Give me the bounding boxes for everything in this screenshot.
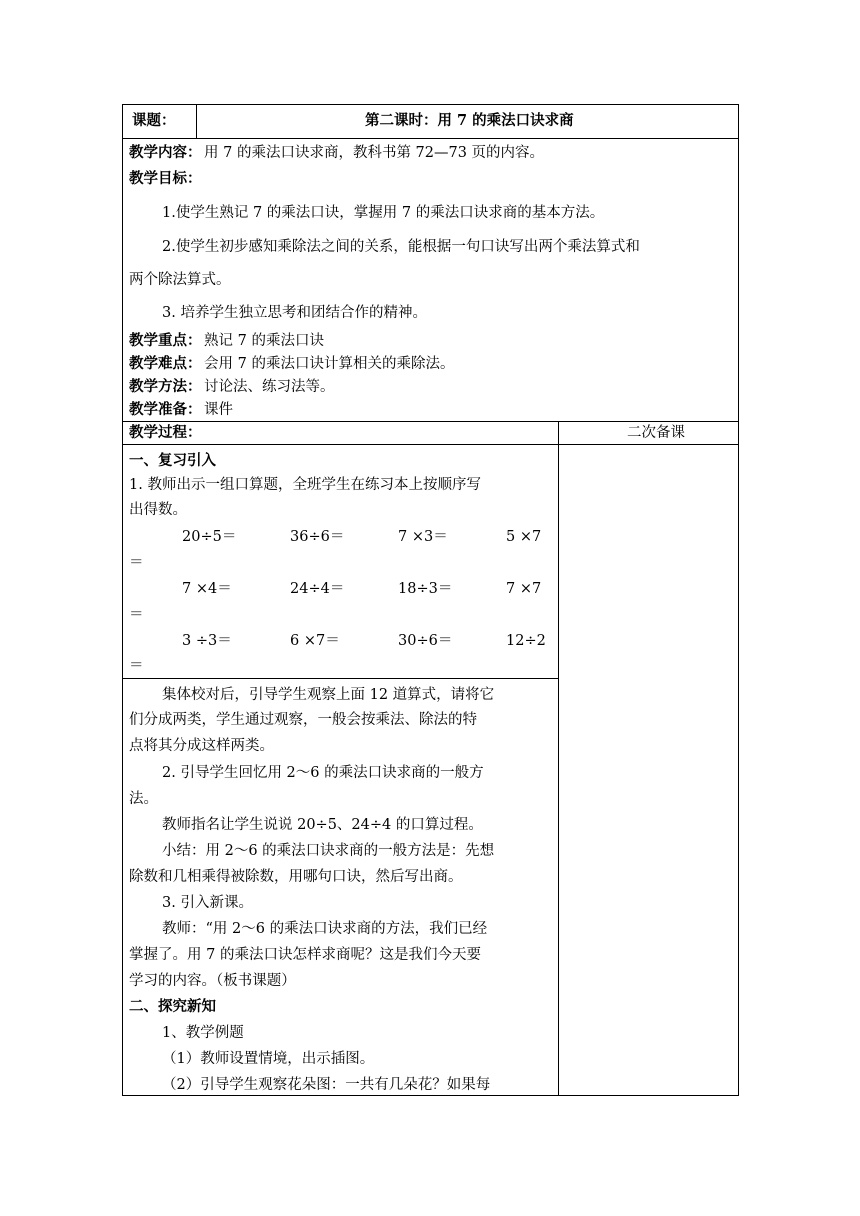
equation: 5 ×7 — [506, 529, 542, 545]
table-right-border — [738, 104, 739, 1096]
lesson-title: 第二课时：用 7 的乘法口诀求商 — [365, 112, 574, 129]
goal-1: 1.使学生熟记 7 的乘法口诀，掌握用 7 的乘法口诀求商的基本方法。 — [162, 205, 605, 221]
review-heading: 一、复习引入 — [129, 452, 216, 469]
key-point-text: 熟记 7 的乘法口诀 — [204, 333, 324, 349]
preparation-label: 教学准备： — [129, 401, 202, 418]
goals-label: 教学目标： — [129, 170, 202, 187]
method-text: 讨论法、练习法等。 — [204, 379, 335, 395]
explore-item-2: （1）教师设置情境，出示插图。 — [162, 1051, 375, 1067]
second-prep-label: 二次备课 — [627, 425, 685, 441]
table-top-border — [122, 104, 739, 105]
equation: 7 ×3＝ — [398, 529, 448, 545]
paragraph-6-line-3: 学习的内容。（板书课题） — [129, 973, 296, 989]
equation-tail: ＝ — [129, 607, 144, 623]
paragraph-4-line-2: 除数和几相乘得被除数，用哪句口诀，然后写出商。 — [129, 869, 463, 885]
goal-3: 3. 培养学生独立思考和团结合作的精神。 — [162, 305, 427, 321]
method-label: 教学方法： — [129, 378, 202, 395]
header-row-divider — [122, 138, 739, 139]
paragraph-4-line-1: 小结：用 2～6 的乘法口诀求商的一般方法是：先想 — [162, 843, 495, 859]
equation: 24÷4＝ — [290, 581, 345, 597]
explore-heading: 二、探究新知 — [129, 998, 216, 1015]
header-column-divider — [196, 104, 197, 139]
review-step-1-line-1: 1. 教师出示一组口算题，全班学生在练习本上按顺序写 — [129, 477, 481, 493]
equation: 20÷5＝ — [182, 529, 237, 545]
process-row-divider — [122, 444, 739, 445]
paragraph-5: 3. 引入新课。 — [162, 895, 253, 911]
difficulty-label: 教学难点： — [129, 355, 202, 372]
equation: 12÷2 — [506, 633, 546, 649]
content-label: 教学内容： — [129, 144, 202, 161]
review-row-divider — [122, 678, 559, 679]
equation: 6 ×7＝ — [290, 633, 340, 649]
paragraph-6-line-2: 掌握了。用 7 的乘法口诀怎样求商呢？这是我们今天要 — [129, 947, 481, 963]
paragraph-3: 教师指名让学生说说 20÷5、24÷4 的口算过程。 — [162, 817, 483, 833]
goal-2-line-2: 两个除法算式。 — [129, 272, 231, 288]
process-label: 教学过程： — [129, 424, 202, 441]
goal-2-line-1: 2.使学生初步感知乘除法之间的关系，能根据一句口诀写出两个乘法算式和 — [162, 239, 640, 255]
difficulty-text: 会用 7 的乘法口诀计算相关的乘除法。 — [204, 356, 455, 372]
equation-tail: ＝ — [129, 555, 144, 571]
paragraph-6-line-1: 教师：“用 2～6 的乘法口诀求商的方法，我们已经 — [162, 921, 488, 937]
lesson-topic-label: 课题： — [132, 112, 176, 129]
side-column-divider — [558, 421, 559, 1096]
paragraph-2-line-2: 法。 — [129, 791, 158, 807]
paragraph-1-line-1: 集体校对后，引导学生观察上面 12 道算式，请将它 — [162, 687, 495, 703]
table-left-border — [122, 104, 123, 1096]
equation: 3 ÷3＝ — [182, 633, 232, 649]
review-step-1-line-2: 出得数。 — [129, 502, 187, 518]
equation: 36÷6＝ — [290, 529, 345, 545]
paragraph-2-line-1: 2. 引导学生回忆用 2～6 的乘法口诀求商的一般方 — [162, 765, 484, 781]
equation: 18÷3＝ — [398, 581, 453, 597]
preparation-text: 课件 — [204, 402, 233, 418]
paragraph-1-line-2: 们分成两类，学生通过观察，一般会按乘法、除法的特 — [129, 712, 477, 728]
key-point-label: 教学重点： — [129, 332, 202, 349]
equation: 7 ×7 — [506, 581, 542, 597]
explore-item-3: （2）引导学生观察花朵图：一共有几朵花？如果每 — [162, 1077, 491, 1093]
equation: 7 ×4＝ — [182, 581, 232, 597]
equation: 30÷6＝ — [398, 633, 453, 649]
explore-item-1: 1、教学例题 — [162, 1025, 244, 1041]
content-text: 用 7 的乘法口诀求商，教科书第 72—73 页的内容。 — [204, 145, 545, 161]
paragraph-1-line-3: 点将其分成这样两类。 — [129, 738, 274, 754]
equation-tail: ＝ — [129, 658, 144, 674]
